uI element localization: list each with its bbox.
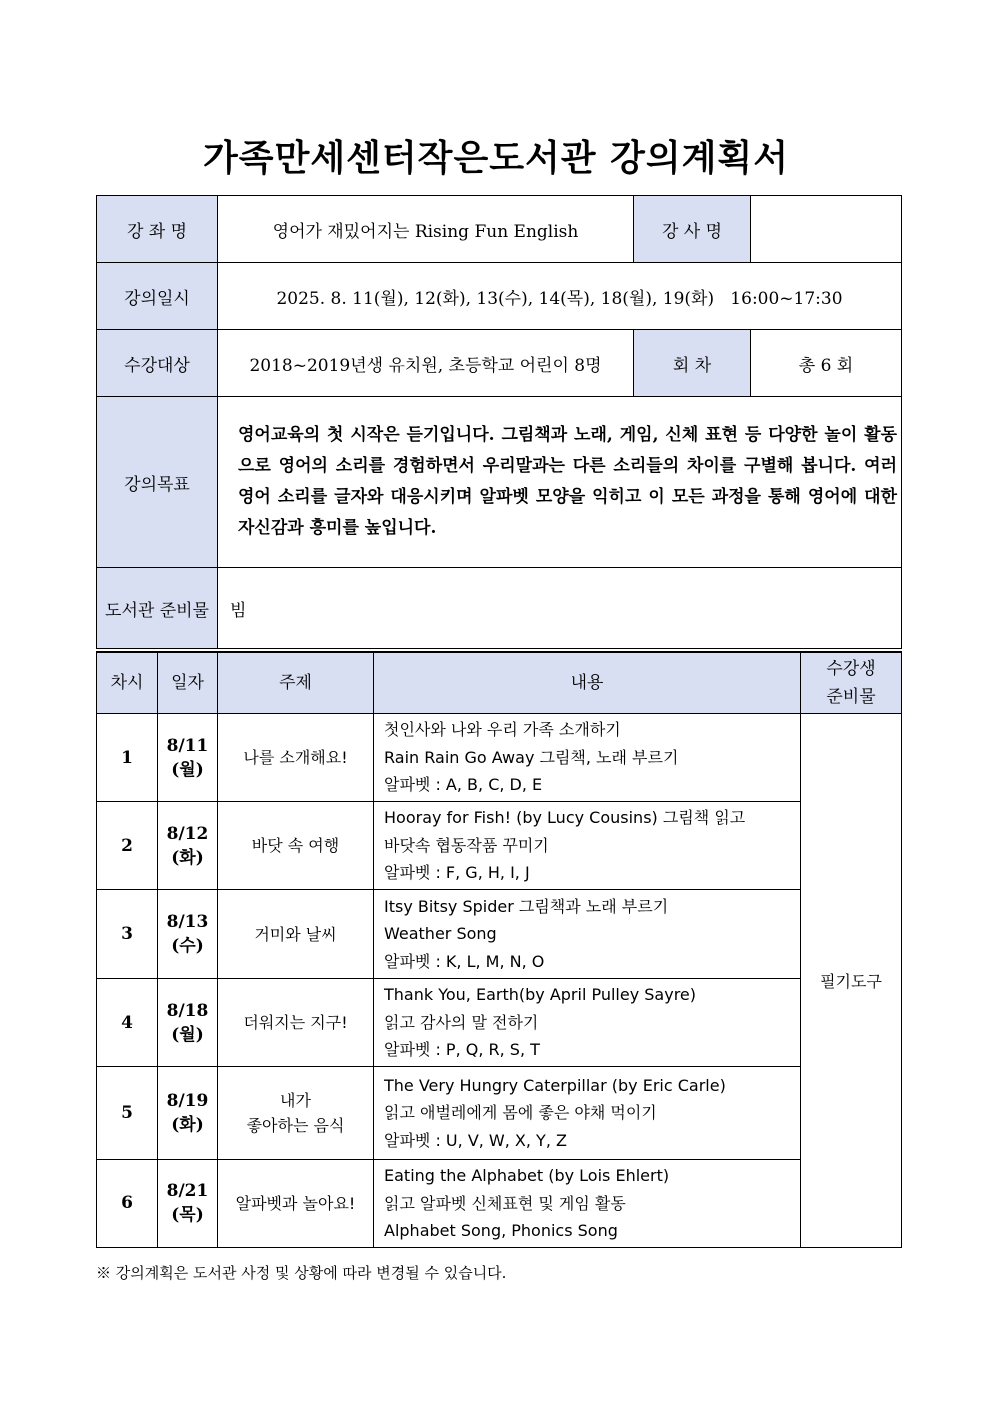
session-date	[158, 714, 218, 802]
course-name-value: 영어가 재밌어지는 Rising Fun English	[218, 196, 634, 263]
session-number: 3	[97, 890, 158, 979]
target-label: 수강대상	[97, 330, 218, 397]
session-content	[374, 714, 801, 802]
session-content	[374, 1067, 801, 1160]
session-content-line: 읽고 알파벳 신체표현 및 게임 활동	[384, 1193, 626, 1213]
session-content-line: 첫인사와 나와 우리 가족 소개하기	[384, 720, 621, 740]
course-info-table	[96, 195, 902, 649]
schedule-table	[96, 651, 902, 1248]
student-supplies: 필기도구	[801, 714, 902, 1248]
instructor-value	[751, 196, 902, 263]
session-content-line: Hooray for Fish! (by Lucy Cousins) 그림책 읽고	[384, 808, 746, 828]
session-number: 2	[97, 802, 158, 890]
library-prep-value: 빔	[218, 568, 902, 649]
schedule-row	[97, 1067, 902, 1160]
session-topic	[218, 979, 374, 1067]
session-topic-line: 나를 소개해요!	[243, 748, 348, 767]
datetime-label: 강의일시	[97, 263, 218, 330]
session-content-line: Alphabet Song, Phonics Song	[384, 1221, 618, 1240]
session-date-day: 8/21	[166, 1181, 209, 1202]
session-content-line: 알파벳 : F, G, H, I, J	[384, 863, 530, 883]
session-date-weekday: (목)	[171, 1205, 204, 1226]
header-supplies	[801, 652, 902, 714]
session-date-weekday: (월)	[171, 759, 204, 780]
library-prep-label: 도서관 준비물	[97, 568, 218, 649]
session-topic	[218, 714, 374, 802]
schedule-row	[97, 714, 902, 802]
session-topic	[218, 890, 374, 979]
session-date-day: 8/19	[166, 1091, 209, 1111]
session-content-line: 알파벳 : A, B, C, D, E	[384, 775, 543, 795]
schedule-row	[97, 890, 902, 979]
goal-value: 영어교육의 첫 시작은 듣기입니다. 그림책과 노래, 게임, 신체 표현 등 다양한 놀이 활동으로 영어의 소리를 경험하면서 우리말과는 다른 소리들의 차이를 구별해 봅니다. 여러 영어 소리를 글자와 대응시키며 알파벳 모양을 익히고 이 모든 과정을 통해 영어에 대한 자신감과 흥미를 높입니다.	[238, 425, 897, 538]
session-content	[374, 890, 801, 979]
session-content-line: Itsy Bitsy Spider 그림책과 노래 부르기	[384, 896, 669, 916]
session-date-weekday: (화)	[171, 1115, 204, 1135]
session-content-line: Rain Rain Go Away 그림책, 노래 부르기	[384, 747, 679, 767]
session-content-line: Weather Song	[384, 924, 497, 944]
session-content-line: Eating the Alphabet (by Lois Ehlert)	[384, 1166, 670, 1185]
header-date: 일자	[158, 652, 218, 714]
session-date	[158, 979, 218, 1067]
session-topic-line: 좋아하는 음식	[246, 1116, 345, 1135]
instructor-label: 강 사 명	[634, 196, 751, 263]
session-date-day: 8/18	[166, 1000, 209, 1021]
session-date	[158, 802, 218, 890]
session-date-weekday: (월)	[171, 1024, 204, 1045]
datetime-value: 2025. 8. 11(월), 12(화), 13(수), 14(목), 18(월), 19(화) 16:00~17:30	[218, 263, 902, 330]
session-date-day: 8/11	[166, 735, 209, 756]
header-session: 차시	[97, 652, 158, 714]
header-supplies-line1: 수강생	[826, 659, 876, 679]
session-topic	[218, 802, 374, 890]
session-content-line: 읽고 감사의 말 전하기	[384, 1012, 539, 1032]
session-content-line: 알파벳 : U, V, W, X, Y, Z	[384, 1130, 567, 1150]
schedule-row	[97, 1160, 902, 1248]
session-topic-line: 알파벳과 놀아요!	[235, 1193, 356, 1213]
session-content-line: Thank You, Earth(by April Pulley Sayre)	[384, 985, 697, 1005]
session-number: 4	[97, 979, 158, 1067]
session-number: 6	[97, 1160, 158, 1248]
schedule-row	[97, 979, 902, 1067]
session-number: 1	[97, 714, 158, 802]
session-content-line: 알파벳 : P, Q, R, S, T	[384, 1040, 540, 1060]
session-content	[374, 802, 801, 890]
sessions-value: 총 6 회	[751, 330, 902, 397]
session-content-line: 읽고 애벌레에게 몸에 좋은 야채 먹이기	[384, 1103, 657, 1123]
session-number: 5	[97, 1067, 158, 1160]
session-date-day: 8/13	[166, 912, 209, 932]
footnote: ※ 강의계획은 도서관 사정 및 상황에 따라 변경될 수 있습니다.	[96, 1264, 507, 1282]
session-date-weekday: (수)	[171, 936, 204, 956]
goal-label: 강의목표	[97, 397, 218, 568]
session-content	[374, 1160, 801, 1248]
target-value: 2018~2019년생 유치원, 초등학교 어린이 8명	[218, 330, 634, 397]
session-topic-line: 내가	[280, 1091, 311, 1110]
session-content-line: The Very Hungry Caterpillar (by Eric Carle)	[384, 1075, 726, 1095]
goal-cell	[218, 397, 902, 568]
session-content-line: 알파벳 : K, L, M, N, O	[384, 951, 545, 971]
header-supplies-line2: 준비물	[826, 687, 876, 707]
sessions-label: 회 차	[634, 330, 751, 397]
session-topic-line: 거미와 날씨	[254, 924, 337, 944]
header-content: 내용	[374, 652, 801, 714]
session-date	[158, 1160, 218, 1248]
session-topic-line: 더워지는 지구!	[243, 1013, 348, 1032]
schedule-row	[97, 802, 902, 890]
header-topic: 주제	[218, 652, 374, 714]
session-content-line: 바닷속 협동작품 꾸미기	[384, 835, 549, 855]
session-topic	[218, 1160, 374, 1248]
session-date	[158, 1067, 218, 1160]
page-title: 가족만세센터작은도서관 강의계획서	[203, 138, 789, 179]
session-date-day: 8/12	[166, 823, 209, 844]
course-name-label: 강 좌 명	[97, 196, 218, 263]
session-date-weekday: (화)	[171, 847, 204, 868]
session-topic	[218, 1067, 374, 1160]
session-content	[374, 979, 801, 1067]
session-topic-line: 바닷 속 여행	[251, 836, 340, 855]
session-date	[158, 890, 218, 979]
